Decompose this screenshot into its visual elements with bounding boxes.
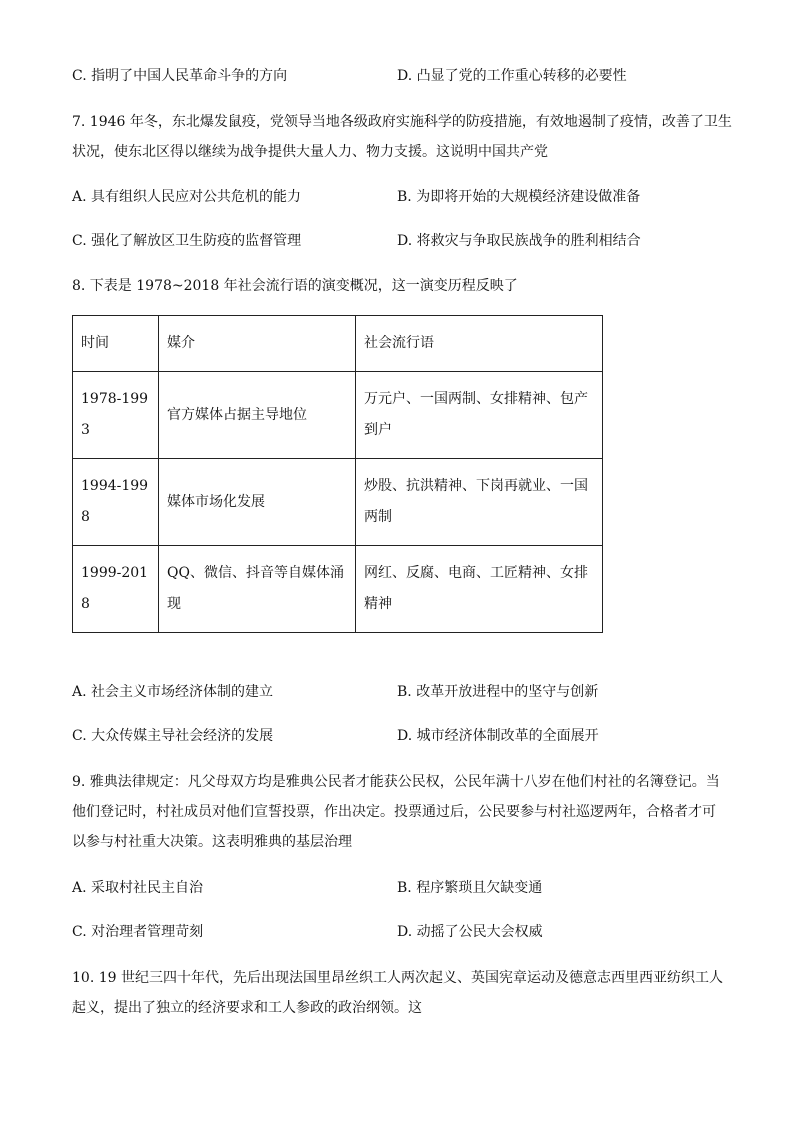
q7-option-a: A. 具有组织人民应对公共危机的能力 bbox=[72, 189, 302, 205]
table-cell-phrases: 炒股、抗洪精神、下岗再就业、一国两制 bbox=[356, 459, 603, 546]
table-row bbox=[73, 372, 603, 459]
q7-option-b: B. 为即将开始的大规模经济建设做准备 bbox=[397, 189, 641, 205]
q9-option-b: B. 程序繁琐且欠缺变通 bbox=[397, 880, 543, 896]
table-cell-media: QQ、微信、抖音等自媒体涌现 bbox=[159, 546, 356, 633]
q9-stem-line1: 9. 雅典法律规定：凡父母双方均是雅典公民者才能获公民权，公民年满十八岁在他们村社的名簿登记。当 bbox=[72, 774, 720, 790]
table-header-cell: 社会流行语 bbox=[356, 316, 603, 372]
q7-stem-line2: 状况，使东北区得以继续为战争提供大量人力、物力支援。这说明中国共产党 bbox=[72, 144, 548, 160]
table-row bbox=[73, 459, 603, 546]
q9-option-a: A. 采取村社民主自治 bbox=[72, 880, 204, 896]
table-header-cell: 时间 bbox=[73, 316, 159, 372]
popular-phrases-table bbox=[72, 315, 603, 633]
q8-option-d: D. 城市经济体制改革的全面展开 bbox=[397, 728, 599, 744]
q10-stem-line1: 10. 19 世纪三四十年代，先后出现法国里昂丝织工人两次起义、英国宪章运动及德意志西里西亚纺织工人 bbox=[72, 970, 723, 986]
q9-option-d: D. 动摇了公民大会权威 bbox=[397, 924, 543, 940]
q9-option-c: C. 对治理者管理苛刻 bbox=[72, 924, 204, 940]
q7-stem-line1: 7. 1946 年冬，东北爆发鼠疫，党领导当地各级政府实施科学的防疫措施，有效地遏制了疫情，改善了卫生 bbox=[72, 114, 732, 130]
q8-option-a: A. 社会主义市场经济体制的建立 bbox=[72, 684, 274, 700]
table-row bbox=[73, 546, 603, 633]
q8-option-b: B. 改革开放进程中的坚守与创新 bbox=[397, 684, 599, 700]
table-cell-media: 媒体市场化发展 bbox=[159, 459, 356, 546]
q8-option-c: C. 大众传媒主导社会经济的发展 bbox=[72, 728, 274, 744]
table-cell-period: 1978-1993 bbox=[73, 372, 159, 459]
table-header-row bbox=[73, 316, 603, 372]
table-cell-phrases: 网红、反腐、电商、工匠精神、女排精神 bbox=[356, 546, 603, 633]
q6-option-c: C. 指明了中国人民革命斗争的方向 bbox=[72, 68, 288, 84]
q7-option-d: D. 将救灾与争取民族战争的胜利相结合 bbox=[397, 233, 641, 249]
q9-stem-line2: 他们登记时，村社成员对他们宣誓投票，作出决定。投票通过后，公民要参与村社巡逻两年，合格者才可 bbox=[72, 804, 716, 820]
q9-stem-line3: 以参与村社重大决策。这表明雅典的基层治理 bbox=[72, 834, 352, 850]
table-header-cell: 媒介 bbox=[159, 316, 356, 372]
q6-option-d: D. 凸显了党的工作重心转移的必要性 bbox=[397, 68, 627, 84]
q8-stem: 8. 下表是 1978~2018 年社会流行语的演变概况，这一演变历程反映了 bbox=[72, 278, 518, 294]
q10-stem-line2: 起义，提出了独立的经济要求和工人参政的政治纲领。这 bbox=[72, 1000, 422, 1016]
table-cell-period: 1999-2018 bbox=[73, 546, 159, 633]
table-cell-period: 1994-1998 bbox=[73, 459, 159, 546]
q7-option-c: C. 强化了解放区卫生防疫的监督管理 bbox=[72, 233, 302, 249]
table-cell-phrases: 万元户、一国两制、女排精神、包产到户 bbox=[356, 372, 603, 459]
table-cell-media: 官方媒体占据主导地位 bbox=[159, 372, 356, 459]
